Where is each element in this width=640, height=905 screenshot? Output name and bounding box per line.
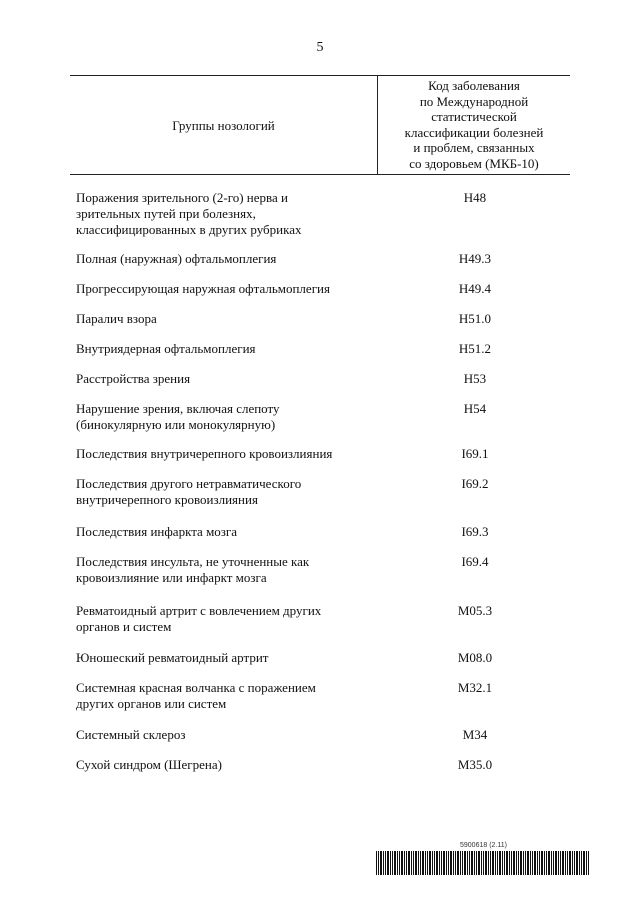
nosology-group-name: [76, 371, 376, 387]
nosology-group-name: [76, 524, 376, 540]
nosology-group-line: Паралич взора: [76, 311, 157, 326]
table-row: [76, 446, 570, 462]
nosology-group-name: [76, 311, 376, 327]
header-icd10-line: по Международной: [419, 93, 529, 109]
table-row: [76, 680, 570, 712]
nosology-group-line: Внутриядерная офтальмоплегия: [76, 341, 256, 356]
icd10-code: H49.4: [458, 281, 492, 296]
nosology-group-name: [76, 446, 376, 462]
table-row: [76, 401, 570, 433]
header-icd10-line: Код заболевания: [428, 78, 520, 93]
header-icd10-line: со здоровьем (МКБ-10): [409, 155, 539, 171]
nosology-group-name: [76, 401, 376, 433]
nosology-group-name: [76, 190, 376, 238]
nosology-group-line: внутричерепного кровоизлияния: [76, 492, 258, 507]
nosology-group-line: Юношеский ревматоидный артрит: [76, 650, 269, 665]
nosology-group-name: [76, 650, 376, 666]
document-code: 5900618 (2.11): [460, 842, 507, 849]
nosology-group-line: Последствия другого нетравматического: [76, 476, 302, 491]
icd10-code: M32.1: [457, 680, 493, 695]
header-icd10-line: классификации болезней: [404, 124, 544, 140]
table-row: [76, 251, 570, 267]
table-row: [76, 190, 570, 238]
page-number: 5: [316, 40, 324, 55]
table-top-rule: [70, 75, 570, 76]
table-row: [76, 476, 570, 508]
nosology-group-name: [76, 554, 376, 586]
header-icd10-line: статистической: [431, 109, 517, 124]
nosology-group-line: Системный склероз: [76, 727, 186, 742]
nosology-group-name: [76, 727, 376, 743]
icd10-code: M05.3: [457, 603, 493, 618]
nosology-group-name: [76, 341, 376, 357]
table-row: [76, 757, 570, 773]
icd10-code: H48: [463, 190, 487, 205]
nosology-group-name: [76, 757, 376, 773]
icd10-code: H54: [463, 401, 487, 416]
barcode: [376, 851, 590, 875]
table-row: [76, 554, 570, 586]
nosology-group-line: Ревматоидный артрит с вовлечением других: [76, 603, 322, 618]
nosology-group-line: Сухой синдром (Шегрена): [76, 757, 222, 772]
icd10-code: H51.0: [458, 311, 492, 326]
nosology-group-line: кровоизлияние или инфаркт мозга: [76, 570, 267, 585]
table-row: [76, 727, 570, 743]
nosology-group-name: [76, 680, 376, 712]
icd10-code: H51.2: [458, 341, 492, 356]
nosology-group-line: (бинокулярную или монокулярную): [76, 417, 276, 432]
table-row: [76, 603, 570, 635]
icd10-code: I69.1: [461, 446, 489, 461]
icd10-code: I69.4: [461, 554, 489, 569]
icd10-code: M08.0: [457, 650, 493, 665]
header-nosology-groups: Группы нозологий: [172, 118, 275, 133]
table-header-bottom-rule: [70, 174, 570, 175]
nosology-group-line: Расстройства зрения: [76, 371, 191, 386]
header-icd10-code: [378, 78, 570, 171]
icd10-code: H53: [463, 371, 487, 386]
nosology-group-line: Последствия инфаркта мозга: [76, 524, 238, 539]
nosology-group-name: [76, 251, 376, 267]
nosology-group-name: [76, 281, 376, 297]
header-icd10-line: и проблем, связанных: [413, 140, 535, 155]
nosology-group-name: [76, 476, 376, 508]
nosology-group-line: Нарушение зрения, включая слепоту: [76, 401, 280, 416]
table-row: [76, 371, 570, 387]
icd10-code: I69.2: [461, 476, 489, 491]
nosology-group-line: классифицированных в других рубриках: [76, 222, 302, 237]
table-row: [76, 524, 570, 540]
nosology-group-line: Системная красная волчанка с поражением: [76, 680, 316, 695]
table-row: [76, 281, 570, 297]
icd10-code: H49.3: [458, 251, 492, 266]
nosology-group-line: Прогрессирующая наружная офтальмоплегия: [76, 281, 330, 296]
nosology-group-line: Последствия внутричерепного кровоизлияния: [76, 446, 333, 461]
nosology-group-line: зрительных путей при болезнях,: [76, 206, 256, 221]
nosology-group-name: [76, 603, 376, 635]
icd10-code: I69.3: [461, 524, 489, 539]
icd10-code: M34: [462, 727, 488, 742]
nosology-group-line: других органов или систем: [76, 696, 227, 711]
nosology-group-line: Полная (наружная) офтальмоплегия: [76, 251, 277, 266]
nosology-group-line: Поражения зрительного (2-го) нерва и: [76, 190, 288, 205]
table-row: [76, 650, 570, 666]
nosology-group-line: Последствия инсульта, не уточненные как: [76, 554, 310, 569]
table-body: [76, 190, 570, 773]
table-row: [76, 311, 570, 327]
nosology-group-line: органов и систем: [76, 619, 172, 634]
table-row: [76, 341, 570, 357]
icd10-code: M35.0: [457, 757, 493, 772]
